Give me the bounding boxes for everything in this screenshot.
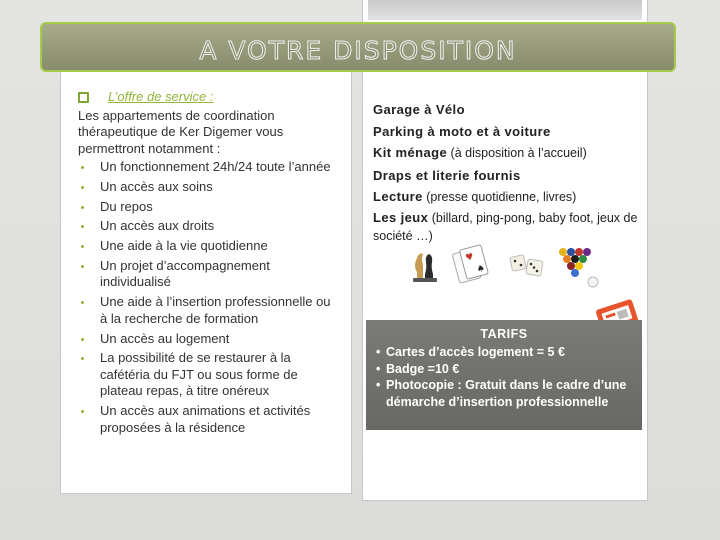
- amenity-cleaning-kit: [373, 142, 641, 165]
- amenity-label: Lecture: [373, 189, 423, 204]
- playing-cards-icon: [452, 245, 489, 284]
- list-item: [78, 199, 336, 216]
- amenity-parking: [373, 121, 641, 143]
- tarifs-box: [366, 320, 642, 430]
- bullet-icon: [81, 265, 84, 268]
- list-item: [78, 179, 336, 196]
- bullet-icon: [81, 186, 84, 189]
- service-heading-text: L’offre de service :: [108, 89, 214, 104]
- amenity-garage: [373, 99, 641, 121]
- amenity-note: (à disposition à l’accueil): [447, 146, 587, 160]
- bullet-icon: [81, 245, 84, 248]
- list-item-text: Une aide à la vie quotidienne: [100, 238, 268, 254]
- tarifs-title: TARIFS: [480, 327, 528, 341]
- title-banner: [40, 22, 676, 72]
- bullet-icon: [81, 225, 84, 228]
- right-panel-header-strip: [368, 0, 642, 20]
- bullet-icon: [81, 301, 84, 304]
- bullet-icon: [81, 206, 84, 209]
- svg-text:♠: ♠: [475, 263, 487, 276]
- service-heading: [78, 89, 336, 106]
- bullet-icon: •: [376, 361, 381, 376]
- amenity-label: Parking à moto et à voiture: [373, 123, 551, 139]
- list-item: [78, 350, 336, 400]
- dice-icon: [510, 255, 543, 277]
- bullet-icon: [81, 357, 84, 360]
- ping-pong-ball-icon: [588, 277, 598, 287]
- games-illustration: [405, 242, 605, 288]
- service-intro: Les appartements de coordination thérapeutique de Ker Digemer vous permettront notamment :: [78, 107, 284, 156]
- service-offer-section: [78, 89, 336, 439]
- list-item: [78, 331, 336, 348]
- list-item: [376, 344, 632, 361]
- list-item-text: Une aide à l’insertion professionnelle ou à la recherche de formation: [100, 294, 331, 326]
- amenity-games: [373, 209, 641, 245]
- list-item-text: Un fonctionnement 24h/24 toute l’année: [100, 159, 331, 174]
- tarif-text: Badge =10 €: [386, 361, 460, 376]
- list-item: [78, 403, 336, 436]
- square-bullet-icon: [78, 92, 89, 103]
- list-item-text: La possibilité de se restaurer à la cafétéria du FJT ou sous forme de plateau repas, à titre onéreux: [100, 350, 298, 399]
- amenity-label: Kit ménage: [373, 145, 448, 160]
- bullet-icon: [81, 410, 84, 413]
- bullet-icon: [81, 338, 84, 341]
- list-item-text: Un accès au logement: [100, 330, 230, 346]
- service-list: [78, 159, 336, 436]
- list-item-text: Un accès aux droits: [100, 218, 215, 234]
- chess-icon: [413, 254, 437, 283]
- amenity-note: (presse quotidienne, livres): [422, 190, 577, 204]
- amenity-label: Draps et literie fournis: [373, 167, 521, 183]
- list-item-text: Un projet d’accompagnement individualisé: [100, 257, 270, 290]
- amenity-note: (billard, ping-pong, baby foot, jeux de société …): [373, 210, 638, 243]
- list-item-text: Du repos: [100, 198, 153, 214]
- billiard-balls-icon: [559, 248, 591, 277]
- page-title: A VOTRE DISPOSITION: [199, 35, 517, 65]
- svg-text:♥: ♥: [464, 252, 475, 264]
- list-item: [78, 218, 336, 235]
- tarif-text: Photocopie : Gratuit dans le cadre d’une démarche d’insertion professionnelle: [386, 378, 627, 409]
- list-item: [376, 361, 632, 378]
- list-item: [376, 377, 632, 410]
- list-item: [78, 294, 336, 327]
- amenity-reading: [373, 186, 641, 209]
- bullet-icon: •: [376, 378, 381, 392]
- list-item-text: Un accès aux soins: [100, 178, 213, 194]
- amenity-label: Les jeux: [373, 209, 429, 225]
- amenity-bedding: [373, 165, 641, 187]
- list-item-text: Un accès aux animations et activités proposées à la résidence: [100, 403, 311, 435]
- tarif-text: Cartes d’accès logement = 5 €: [386, 345, 565, 359]
- bullet-icon: [81, 166, 84, 169]
- amenities-section: [373, 99, 641, 245]
- bullet-icon: •: [376, 345, 381, 359]
- list-item: [78, 238, 336, 255]
- amenity-label: Garage à Vélo: [373, 102, 465, 117]
- list-item: [78, 258, 336, 291]
- list-item: [78, 159, 336, 176]
- tarifs-list: [366, 344, 642, 410]
